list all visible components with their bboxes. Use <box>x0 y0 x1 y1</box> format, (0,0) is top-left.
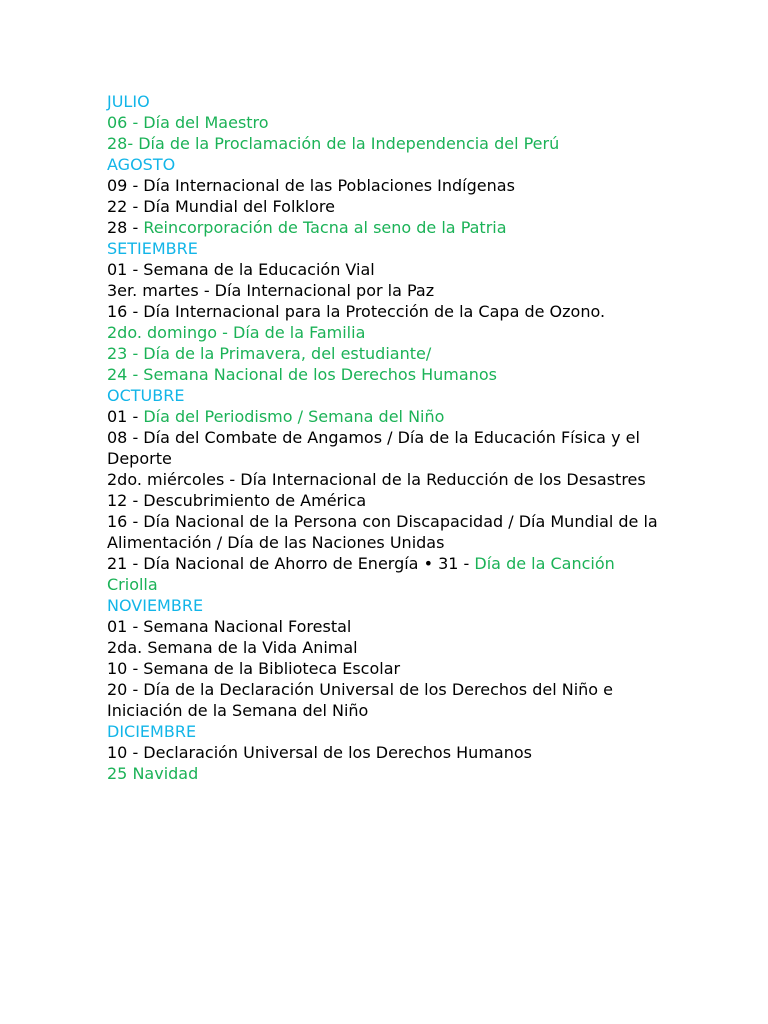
calendar-entry: 25 Navidad <box>107 764 199 783</box>
calendar-entry: 12 - Descubrimiento de América <box>107 491 367 510</box>
month-heading: JULIO <box>107 92 150 111</box>
month-heading: AGOSTO <box>107 155 176 174</box>
calendar-entry: 23 - Día de la Primavera, del estudiante/ <box>107 344 432 363</box>
calendar-entry: 22 - Día Mundial del Folklore <box>107 197 335 216</box>
calendar-entry: 21 - Día Nacional de Ahorro de Energía • 31 - Día de la Canción Criolla <box>107 554 615 594</box>
calendar-entry: 06 - Día del Maestro <box>107 113 269 132</box>
calendar-document <box>107 91 667 784</box>
calendar-entry: 20 - Día de la Declaración Universal de los Derechos del Niño e Iniciación de la Semana del Niño <box>107 680 614 720</box>
calendar-entry: 28 - Reincorporación de Tacna al seno de la Patria <box>107 218 507 237</box>
calendar-entry: 2da. Semana de la Vida Animal <box>107 638 358 657</box>
calendar-entry: 2do. miércoles - Día Internacional de la Reducción de los Desastres <box>107 470 646 489</box>
month-heading: NOVIEMBRE <box>107 596 204 615</box>
calendar-entry: 10 - Semana de la Biblioteca Escolar <box>107 659 401 678</box>
calendar-entry: 24 - Semana Nacional de los Derechos Humanos <box>107 365 497 384</box>
calendar-entry: 01 - Semana de la Educación Vial <box>107 260 375 279</box>
calendar-entry: 3er. martes - Día Internacional por la Paz <box>107 281 435 300</box>
calendar-entry: 01 - Día del Periodismo / Semana del Niño <box>107 407 445 426</box>
month-heading: DICIEMBRE <box>107 722 197 741</box>
calendar-entry: 09 - Día Internacional de las Poblaciones Indígenas <box>107 176 515 195</box>
calendar-entry: 2do. domingo - Día de la Familia <box>107 323 366 342</box>
calendar-entry: 08 - Día del Combate de Angamos / Día de la Educación Física y el Deporte <box>107 428 640 468</box>
month-heading: SETIEMBRE <box>107 239 198 258</box>
calendar-entry: 10 - Declaración Universal de los Derechos Humanos <box>107 743 532 762</box>
month-heading: OCTUBRE <box>107 386 185 405</box>
calendar-entry: 01 - Semana Nacional Forestal <box>107 617 352 636</box>
calendar-entry: 28- Día de la Proclamación de la Independencia del Perú <box>107 134 560 153</box>
calendar-entry: 16 - Día Nacional de la Persona con Discapacidad / Día Mundial de la Alimentación / Día de las Naciones Unidas <box>107 512 658 552</box>
calendar-entry: 16 - Día Internacional para la Protección de la Capa de Ozono. <box>107 302 606 321</box>
